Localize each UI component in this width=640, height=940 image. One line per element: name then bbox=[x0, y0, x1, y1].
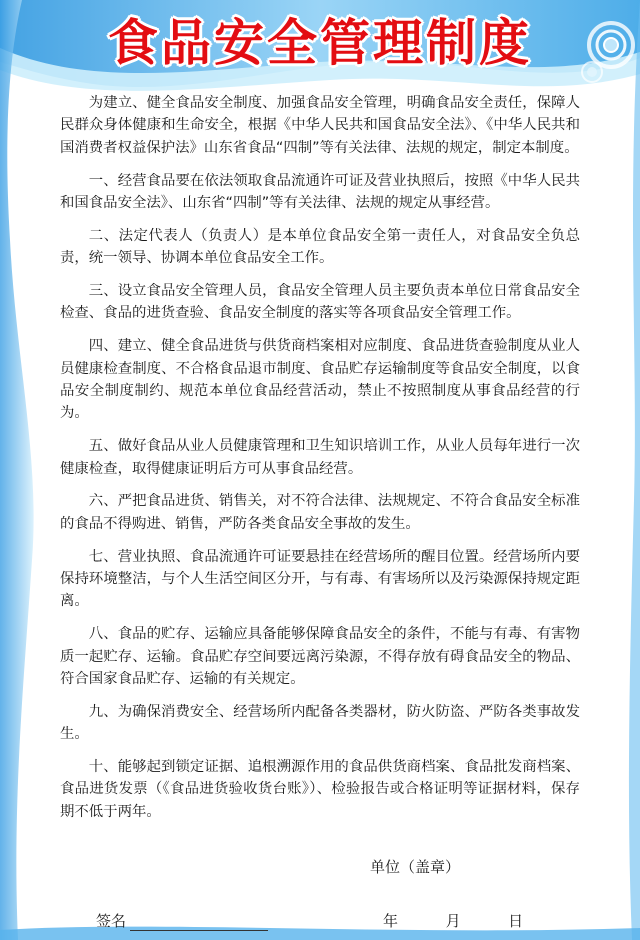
clause-5: 五、做好食品从业人员健康管理和卫生知识培训工作，从业人员每年进行一次健康检查，取得健康证明后方可从事食品经营。 bbox=[60, 438, 580, 477]
year-label: 年 bbox=[383, 912, 399, 930]
regulation-body bbox=[60, 92, 580, 834]
clause-3: 三、设立食品安全管理人员，食品安全管理人员主要负责本单位日常食品安全检查、食品的进货查验、食品安全制度的落实等各项食品安全管理工作。 bbox=[60, 283, 580, 322]
intro-paragraph: 为建立、健全食品安全制度、加强食品安全管理，明确食品安全责任，保障人民群众身体健康和生命安全，根据《中华人民共和国食品安全法》、《中华人民共和国消费者权益保护法》山东省食品“四制”等有关法律、法规的规定，制定本制度。 bbox=[60, 95, 580, 156]
date-field bbox=[383, 910, 523, 931]
signature-line bbox=[130, 912, 268, 931]
month-label: 月 bbox=[445, 912, 461, 930]
signature-field bbox=[96, 910, 268, 931]
day-label: 日 bbox=[508, 912, 524, 930]
unit-seal-label: 单位（盖章） bbox=[370, 858, 461, 876]
clause-10: 十、能够起到锁定证据、追根溯源作用的食品供货商档案、食品批发商档案、食品进货发票（《食品进货验收货台账》）、检验报告或合格证明等证据材料，保存期不低于两年。 bbox=[60, 759, 580, 820]
clause-4: 四、建立、健全食品进货与供货商档案相对应制度、食品进货查验制度从业人员健康检查制度、不合格食品退市制度、食品贮存运输制度等食品安全制度，以食品安全制度制约、规范本单位食品经营活动，禁止不按照制度从事食品经营的行为。 bbox=[60, 338, 580, 422]
page-title: 食品安全管理制度 bbox=[108, 14, 532, 72]
clause-1: 一、经营食品要在依法领取食品流通许可证及营业执照后，按照《中华人民共和国食品安全法》、山东省“四制”等有关法律、法规的规定从事经营。 bbox=[60, 172, 580, 212]
clause-9: 九、为确保消费安全、经营场所内配备各类器材，防火防盗、严防各类事故发生。 bbox=[60, 703, 580, 743]
clause-8: 八、食品的贮存、运输应具备能够保障食品安全的条件，不能与有毒、有害物质一起贮存、运输。食品贮存空间要远离污染源，不得存放有碍食品安全的物品、符合国家食品贮存、运输的有关规定。 bbox=[60, 626, 580, 688]
signature-label: 签名 bbox=[96, 912, 127, 930]
clause-2: 二、法定代表人（负责人）是本单位食品安全第一责任人，对食品安全负总责，统一领导、协调本单位食品安全工作。 bbox=[60, 227, 580, 267]
clause-7: 七、营业执照、食品流通许可证要悬挂在经营场所的醒目位置。经营场所内要保持环境整洁，与个人生活空间区分开，与有毒、有害场所以及污染源保持规定距离。 bbox=[60, 548, 580, 610]
clause-6: 六、严把食品进货、销售关，对不符合法律、法规规定、不符合食品安全标准的食品不得购进、销售，严防各类食品安全事故的发生。 bbox=[60, 493, 580, 532]
